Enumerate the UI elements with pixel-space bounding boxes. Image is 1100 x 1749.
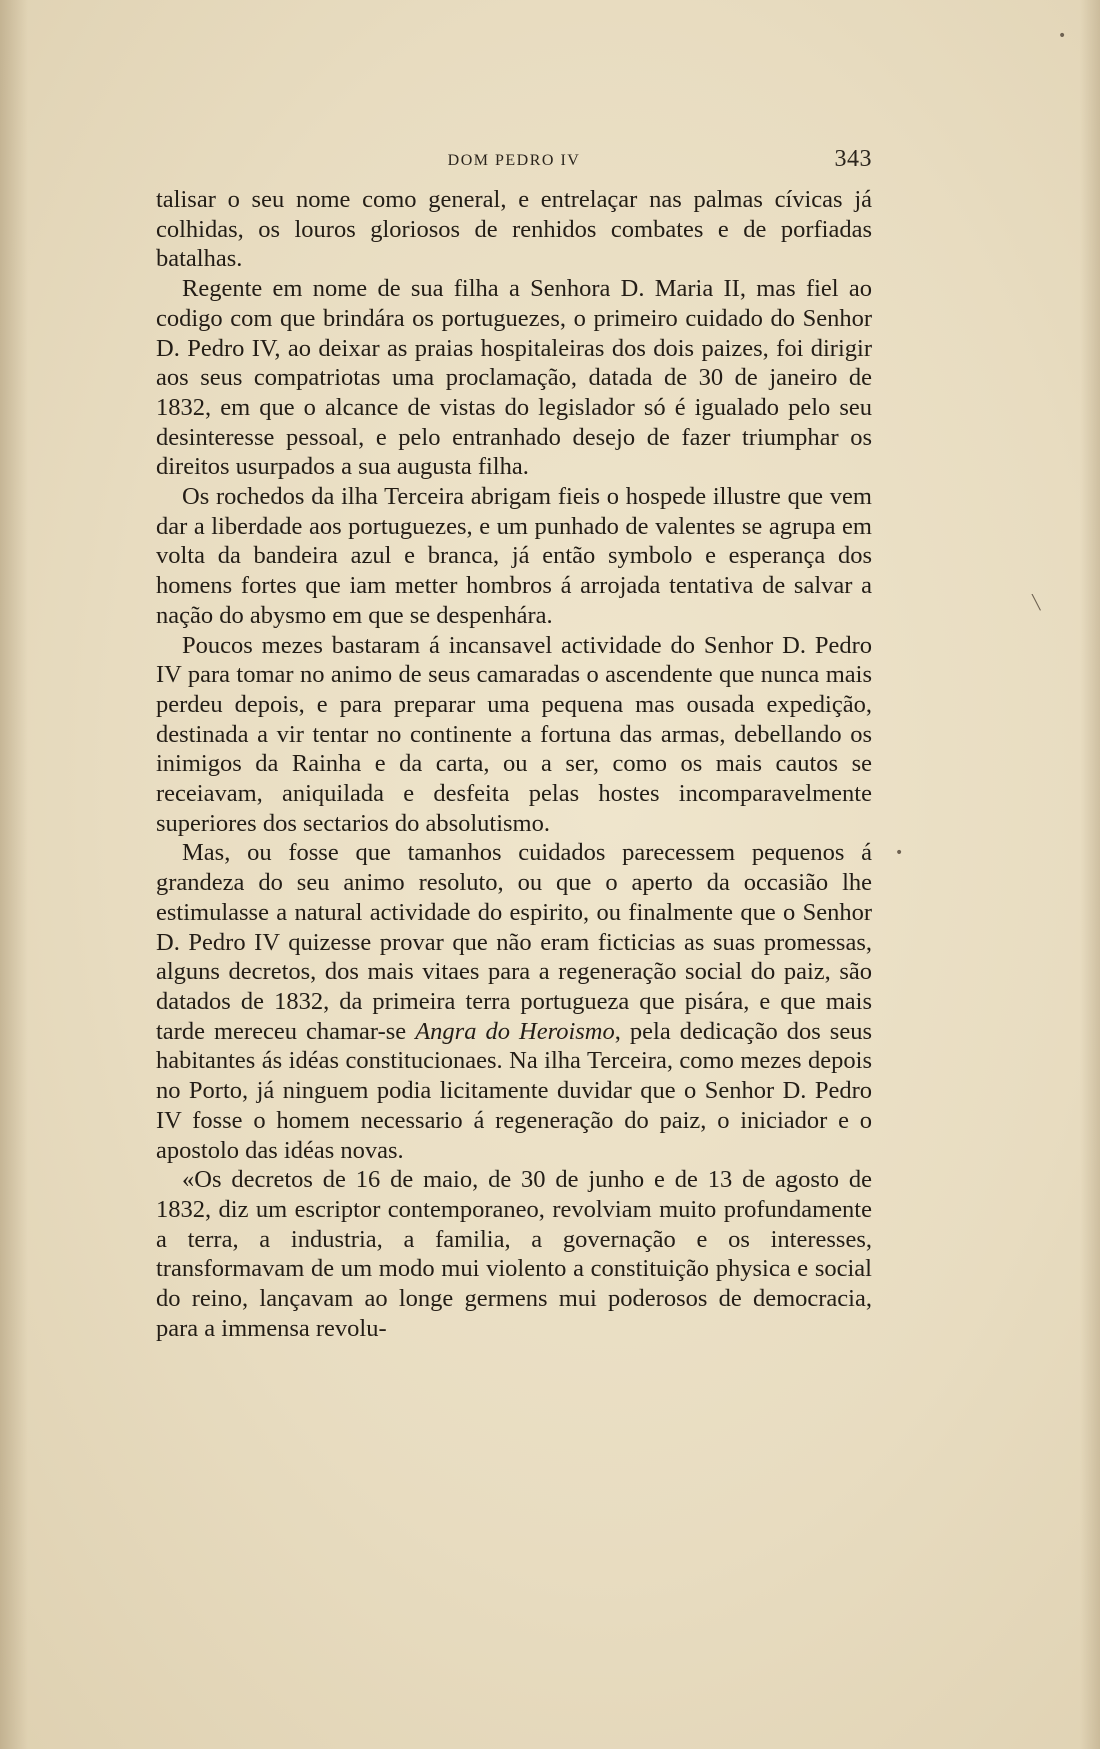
paragraph-6: «Os decretos de 16 de maio, de 30 de junho e de 13 de agosto de 1832, diz um escriptor contemporaneo, revolviam muito profundamente a terra, a industria, a familia, a governação e os interesses, transformavam de um modo mui violento a constituição physica e social do reino, lançavam ao longe germens mui poderosos de democracia, para a immensa revolu-	[156, 1166, 872, 1342]
paragraph-4: Poucos mezes bastaram á incansavel actividade do Senhor D. Pedro IV para tomar no animo de seus camaradas o ascendente que nunca mais perdeu depois, e para preparar uma pequena mas ousada expedição, destinada a vir tentar no continente a fortuna das armas, debellando os inimigos da Rainha e da carta, ou a ser, como os mais cautos se receiavam, aniquilada e desfeita pelas hostes incomparavelmente superiores dos sectarios do absolutismo.	[156, 631, 872, 837]
page-edge-shadow-right	[1080, 0, 1100, 1749]
paragraph-5-italic-place-name: Angra do Heroismo	[415, 1017, 615, 1045]
body-text	[156, 185, 872, 1343]
ink-speck: •	[1058, 28, 1067, 44]
paragraph-5-text-before: Mas, ou fosse que tamanhos cuidados parecessem pequenos á grandeza do seu animo resoluto, ou que o aperto da occasião lhe estimulasse a natural actividade do espirito, ou finalmente que o Senhor D. Pedro IV quizesse provar que não eram ficticias as suas promessas, alguns decretos, dos mais vitaes para a regeneração social do paiz, são datados de 1832, da primeira terra portugueza que pisára, e que mais tarde mereceu chamar-se	[156, 839, 872, 1045]
ink-speck: ╲	[1032, 595, 1041, 611]
paragraph-2: Regente em nome de sua filha a Senhora D. Maria II, mas fiel ao codigo com que brindára os portuguezes, o primeiro cuidado do Senhor D. Pedro IV, ao deixar as praias hospitaleiras dos dois paizes, foi dirigir aos seus compatriotas uma proclamação, datada de 30 de janeiro de 1832, em que o alcance de vistas do legislador só é igualado pelo seu desinteresse pessoal, e pelo entranhado desejo de fazer triumphar os direitos usurpados a sua augusta filha.	[156, 275, 872, 481]
paragraph-5-text-after: , pela dedicação dos seus habitantes ás idéas constitucionaes. Na ilha Terceira, como mezes depois no Porto, já ninguem podia licitamente duvidar que o Senhor D. Pedro IV fosse o homem necessario á regeneração do paiz, o iniciador e o apostolo das idéas novas.	[156, 1017, 872, 1164]
ink-speck: •	[895, 845, 904, 861]
running-head	[156, 146, 872, 176]
page-number: 343	[834, 146, 872, 172]
paragraph-1: talisar o seu nome como general, e entrelaçar nas palmas cívicas já colhidas, os louros gloriosos de renhidos combates e de porfiadas batalhas.	[156, 186, 872, 273]
page-edge-shadow-left	[0, 0, 28, 1749]
paragraph-5	[156, 838, 872, 1165]
paragraph-3: Os rochedos da ilha Terceira abrigam fieis o hospede illustre que vem dar a liberdade aos portuguezes, e um punhado de valentes se agrupa em volta da bandeira azul e branca, já então symbolo e esperança dos homens fortes que iam metter hombros á arrojada tentativa de salvar a nação do abysmo em que se despenhára.	[156, 483, 872, 629]
running-head-title: DOM PEDRO IV	[447, 152, 581, 169]
